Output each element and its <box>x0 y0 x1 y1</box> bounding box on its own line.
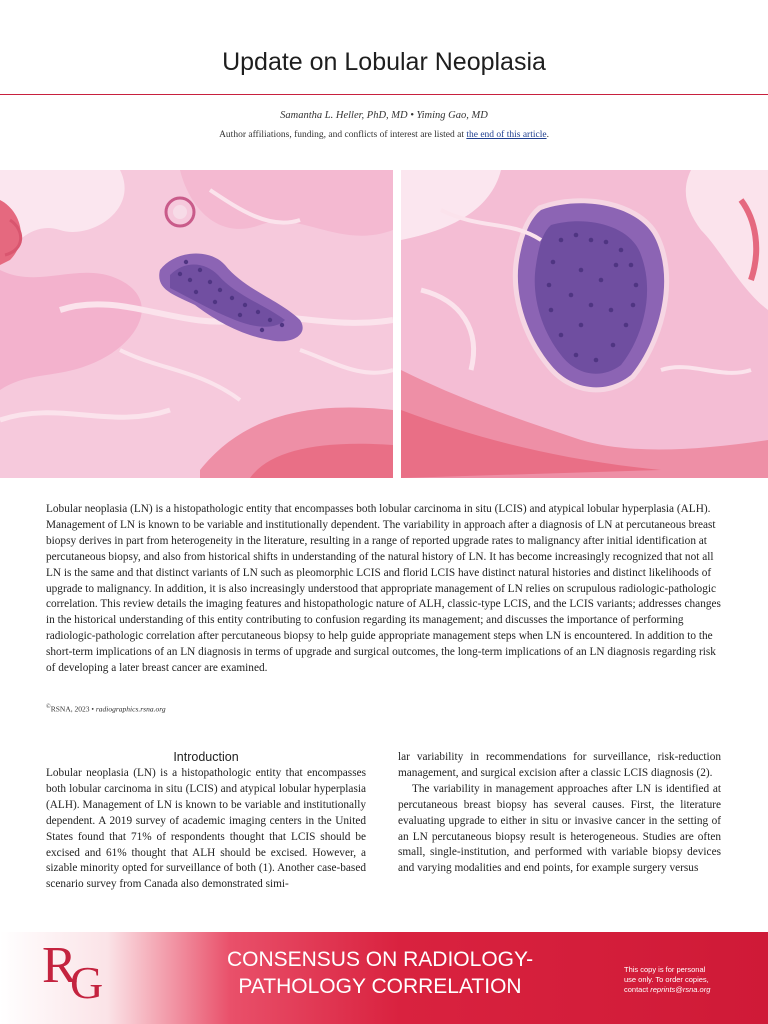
body-column-right <box>398 750 721 877</box>
reprint-email-link[interactable]: reprints@rsna.org <box>650 985 711 994</box>
body-paragraph: Lobular neoplasia (LN) is a histopathologic entity that encompasses both lobular carcinoma in situ (LCIS) and atypical lobular hyperplasia (ALH). Management of LN is known to be variable and institutionally dependent. A 2019 survey of academic imaging centers in the United States found that 71% of respondents thought that LCIS should be excised and 61% thought that ALH should be excised. However, a sizable minority opted for surveillance of both (1). Another case-based scenario survey from Canada also demonstrated simi- <box>46 767 366 891</box>
reprint-note-line: use only. To order copies, <box>624 975 709 984</box>
author-line: Samantha L. Heller, PhD, MD • Yiming Gao, MD <box>280 110 488 121</box>
affiliation-note <box>0 130 768 140</box>
body-column-left <box>46 750 366 893</box>
body-paragraph: lar variability in recommendations for surveillance, risk-reduction management, and surgical excision after a classic LCIS diagnosis (2). <box>398 751 721 779</box>
series-title-line: PATHOLOGY CORRELATION <box>238 975 522 998</box>
section-heading-introduction: Introduction <box>173 750 239 764</box>
reprint-note-line <box>624 985 744 995</box>
radiographics-logo <box>40 937 120 1008</box>
reprint-contact-label: contact <box>624 985 651 994</box>
histology-left-svg <box>0 170 393 478</box>
copyright-text: RSNA, 2023 • <box>50 704 96 714</box>
article-title: Update on Lobular Neoplasia <box>222 48 546 76</box>
series-title <box>200 946 560 1000</box>
reprint-note-line: This copy is for personal <box>624 965 706 974</box>
copyright-mark: © <box>46 703 51 710</box>
affiliation-suffix: . <box>546 130 549 140</box>
title-divider <box>0 94 768 95</box>
journal-site[interactable]: radiographics.rsna.org <box>95 704 166 714</box>
affiliation-text: Author affiliations, funding, and conflicts of interest are listed at <box>219 130 467 140</box>
affiliation-link[interactable]: the end of this article <box>466 130 547 140</box>
histology-right-svg <box>401 170 768 478</box>
histology-image-left <box>0 170 393 478</box>
abstract-text: Lobular neoplasia (LN) is a histopathologic entity that encompasses both lobular carcinoma in situ (LCIS) and atypical lobular hyperplasia (ALH). Management of LN is known to be variable and institutionally dependent. The variability in approach after a diagnosis of LN at percutaneous breast biopsy derives in part from heterogeneity in the literature, resulting in a range of reported upgrade rates to malignancy after initial identification at percutaneous biopsy, and also from historical shifts in understanding of the natural history of LN. It has become increasingly recognized that not all LN is the same and that distinct variants of LN such as pleomorphic LCIS and florid LCIS have distinct natural histories and distinct likelihoods of upgrade to malignancy. In addition, it is also increasingly understood that appropriate management of LN relies on scrupulous radiologic-pathologic correlation. This review details the imaging features and histopathologic nature of ALH, classic-type LCIS, and the LCIS variants; addresses changes in the historical understanding of this entity contributing to confusion regarding its management; and discusses the importance of performing radiologic-pathologic correlation after percutaneous biopsy to help guide appropriate management steps when LN is encountered. In addition to the short-term implications of an LN diagnosis in terms of upgrade and surgical outcomes, the long-term implications of an LN diagnosis regarding risk of developing a later breast cancer are examined. <box>46 503 721 675</box>
series-title-line: CONSENSUS ON RADIOLOGY- <box>226 948 534 971</box>
reprint-note <box>624 965 744 995</box>
logo-letter-r: R <box>42 937 77 994</box>
copyright-line <box>46 703 166 714</box>
histology-image-right <box>401 170 768 478</box>
logo-letter-g: G <box>70 957 104 1008</box>
body-paragraph: The variability in management approaches after LN is identified at percutaneous breast biopsy has several causes. First, the literature evaluating upgrade to either in situ or invasive cancer in the setting of an LN percutaneous biopsy result is heterogeneous. Studies are often small, single-institution, and performed with variable biopsy devices and varying modalities and end points, for example surgery versus <box>398 782 721 875</box>
